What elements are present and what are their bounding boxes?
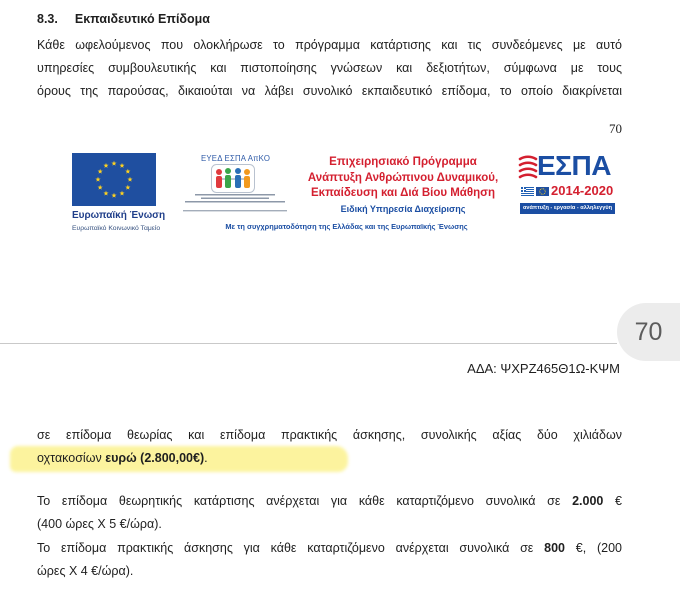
paragraph-line: [37, 490, 622, 513]
paragraph-line: [37, 447, 622, 470]
page-number-badge: 70: [617, 303, 680, 361]
managing-authority: Ειδική Υπηρεσία Διαχείρισης: [340, 204, 466, 214]
paragraph-line: (400 ώρες X 5 €/ώρα).: [37, 517, 162, 531]
ministry-fine-print: [181, 194, 289, 214]
page-number: 70: [609, 121, 622, 136]
eyed-logo-label: ΕΥΕΔ ΕΣΠΑ ΑπΚΟ: [201, 154, 271, 163]
paragraph-line: [37, 537, 622, 560]
ada-code: ΑΔΑ: ΨΧΡΖ465Θ1Ω-ΚΨΜ: [467, 361, 620, 376]
paragraph-line: ώρες X 4 €/ώρα).: [37, 564, 134, 578]
greek-flag-icon: [521, 187, 534, 196]
espa-logo-period: 2014-2020: [551, 183, 614, 198]
paragraph-theory-allowance: [37, 490, 622, 536]
paragraph-line: όρους της παρούσας, δικαιούται να λάβει συνολικό εκπαιδευτικό επίδομα, το οποίο διακρίνεται: [37, 84, 622, 98]
text-run: €, (200: [565, 541, 622, 555]
paragraph-practice-allowance: [37, 537, 622, 583]
eu-logo-title: Ευρωπαϊκή Ένωση: [72, 210, 166, 221]
paragraph-total-allowance: [37, 424, 622, 470]
espa-stripes-icon: [518, 155, 538, 182]
cofinancing-note: Με τη συγχρηματοδότηση της Ελλάδας και της Ευρωπαϊκής Ένωσης: [225, 222, 468, 231]
paragraph-line: υπηρεσίες συμβουλευτικής και πιστοποίησης γνώσεων και δεξιοτήτων, σύμφωνα με τους: [37, 61, 622, 75]
text-run: Το επίδομα πρακτικής άσκησης για κάθε καταρτιζόμενο ανέρχεται συνολικά σε: [37, 541, 545, 555]
section-number: 8.3.: [37, 12, 58, 26]
practice-amount: 800: [544, 541, 565, 555]
text-run: Το επίδομα θεωρητικής κατάρτισης ανέρχεται για κάθε καταρτιζόμενο συνολικά σε: [37, 494, 573, 508]
program-logo-text: [297, 155, 509, 215]
person-figure-icon: [244, 169, 250, 188]
eu-logo-subtitle: Ευρωπαϊκό Κοινωνικό Ταμείο: [72, 225, 161, 232]
text-run: οχτακοσίων: [37, 451, 106, 465]
program-title-line: Επιχειρησιακό Πρόγραμμα: [329, 156, 477, 168]
paragraph-line: Κάθε ωφελούμενος που ολοκλήρωσε το πρόγραμμα κατάρτισης και τις συνδεόμενες με αυτό: [37, 38, 622, 52]
section-heading: [37, 8, 622, 31]
person-figure-icon: [235, 168, 241, 188]
paragraph-line: σε επίδομα θεωρίας και επίδομα πρακτικής άσκησης, συνολικής αξίας δύο χιλιάδων: [37, 428, 622, 442]
section-heading-line: [37, 8, 622, 31]
paragraph-eligibility: [37, 34, 622, 103]
eu-flag-icon: [72, 153, 156, 206]
espa-logo-name: ΕΣΠΑ: [537, 150, 611, 181]
espa-logo-motto: ανάπτυξη - εργασία - αλληλεγγύη: [520, 203, 615, 214]
total-amount: ευρώ (2.800,00€): [105, 451, 205, 465]
person-figure-icon: [216, 169, 222, 188]
person-figure-icon: [225, 168, 231, 188]
theory-amount: 2.000: [572, 494, 604, 508]
program-title-line: Ανάπτυξη Ανθρώπινου Δυναμικού,: [307, 172, 499, 184]
section-title: Εκπαιδευτικό Επίδομα: [74, 12, 210, 26]
page-break-rule: [0, 343, 617, 344]
text-run: €: [603, 494, 622, 508]
text-run: .: [204, 451, 208, 465]
program-title-line: Εκπαίδευση και Διά Βίου Μάθηση: [310, 187, 496, 199]
person-figures-icon: [211, 164, 255, 193]
eu-flag-mini-icon: [536, 187, 549, 196]
